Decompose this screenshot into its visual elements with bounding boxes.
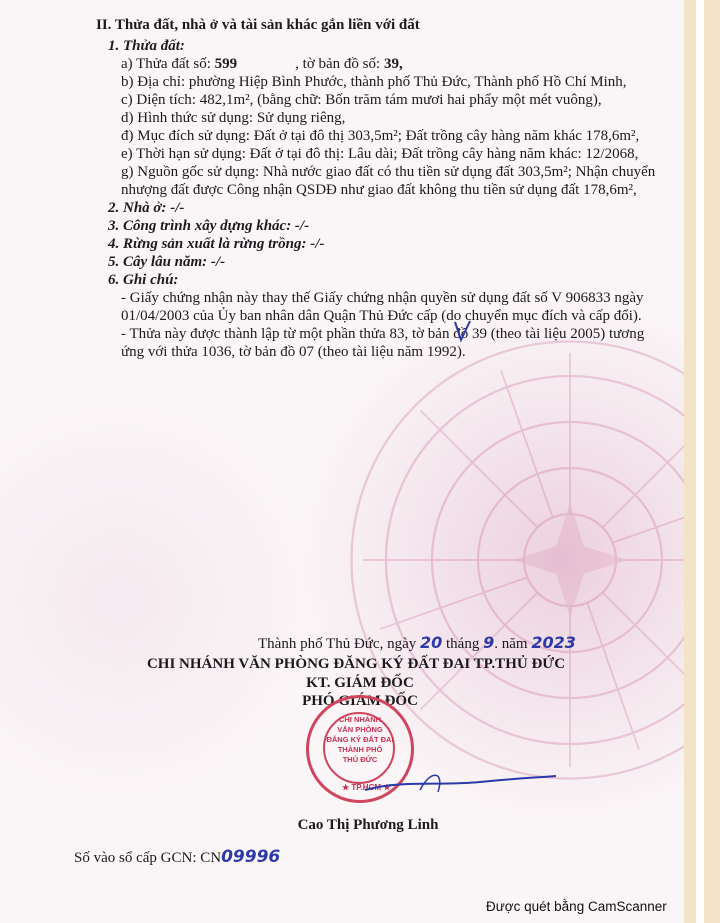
address-line: b) Địa chỉ: phường Hiệp Bình Phước, thành phố Thủ Đức, Thành phố Hồ Chí Minh, (121, 74, 627, 90)
issuing-office: CHI NHÁNH VĂN PHÒNG ĐĂNG KÝ ĐẤT ĐAI TP.THỦ ĐỨC (146, 656, 566, 672)
parcel-number-line: a) Thửa đất số: 599 , tờ bản đồ số: 39, (121, 56, 403, 72)
usage-purpose-line: đ) Mục đích sử dụng: Đất ở tại đô thị 303,5m²; Đất trồng cây hàng năm khác 178,6m², (121, 128, 640, 144)
item-4-forest: 4. Rừng sản xuất là rừng trồng: -/- (108, 236, 325, 252)
origin-line-2: nhượng đất được Công nhận QSDĐ như giao đất không thu tiền sử dụng đất 178,6m², (121, 182, 637, 198)
note-1-line-1: - Giấy chứng nhận này thay thế Giấy chứng nhận quyền sử dụng đất số V 906833 ngày (121, 290, 644, 306)
item-3-other-works: 3. Công trình xây dựng khác: -/- (108, 218, 310, 234)
usage-form-line: d) Hình thức sử dụng: Sử dụng riêng, (121, 110, 346, 126)
item-6-notes: 6. Ghi chú: (108, 272, 179, 288)
signature (360, 760, 560, 800)
camscanner-watermark: Được quét bằng CamScanner (486, 899, 667, 914)
item-1-heading: 1. Thửa đất: (108, 38, 185, 54)
signer-role-1: KT. GIÁM ĐỐC (306, 675, 414, 691)
note-2-line-1: - Thửa này được thành lập từ một phần thửa 83, tờ bản đồ 39 (theo tài liệu 2005) tương (121, 326, 645, 342)
note-2-line-2: ứng với thửa 1036, tờ bản đồ 07 (theo tài liệu năm 1992). (121, 344, 466, 360)
item-5-perennial: 5. Cây lâu năm: -/- (108, 254, 226, 270)
note-1-line-2: 01/04/2003 của Ủy ban nhân dân Quận Thủ Đức cấp (do chuyển mục đích và cấp đổi). (121, 308, 642, 324)
date-line: Thành phố Thủ Đức, ngày 20 tháng 9. năm 2023 (258, 633, 576, 652)
registration-number: Số vào sổ cấp GCN: CN09996 (74, 847, 281, 867)
origin-line-1: g) Nguồn gốc sử dụng: Nhà nước giao đất có thu tiền sử dụng đất 303,5m²; Nhận chuyển (121, 164, 656, 180)
usage-term-line: e) Thời hạn sử dụng: Đất ở tại đô thị: Lâu dài; Đất trồng cây hàng năm khác: 12/2068, (121, 146, 639, 162)
item-2-house: 2. Nhà ở: -/- (108, 200, 185, 216)
scan-edge (684, 0, 720, 923)
signer-name: Cao Thị Phương Linh (297, 817, 439, 833)
section-title: II. Thửa đất, nhà ở và tài sản khác gắn liền với đất (96, 17, 420, 33)
area-line: c) Diện tích: 482,1m², (bằng chữ: Bốn trăm tám mươi hai phẩy một mét vuông), (121, 92, 602, 108)
initial-mark (452, 318, 474, 344)
signer-role-2: PHÓ GIÁM ĐỐC (302, 693, 418, 709)
official-stamp: CHI NHÁNH VĂN PHÒNG ĐĂNG KÝ ĐẤT ĐAI THÀNH PHỐ THỦ ĐỨC ★ TP.HCM ★ (306, 695, 414, 803)
